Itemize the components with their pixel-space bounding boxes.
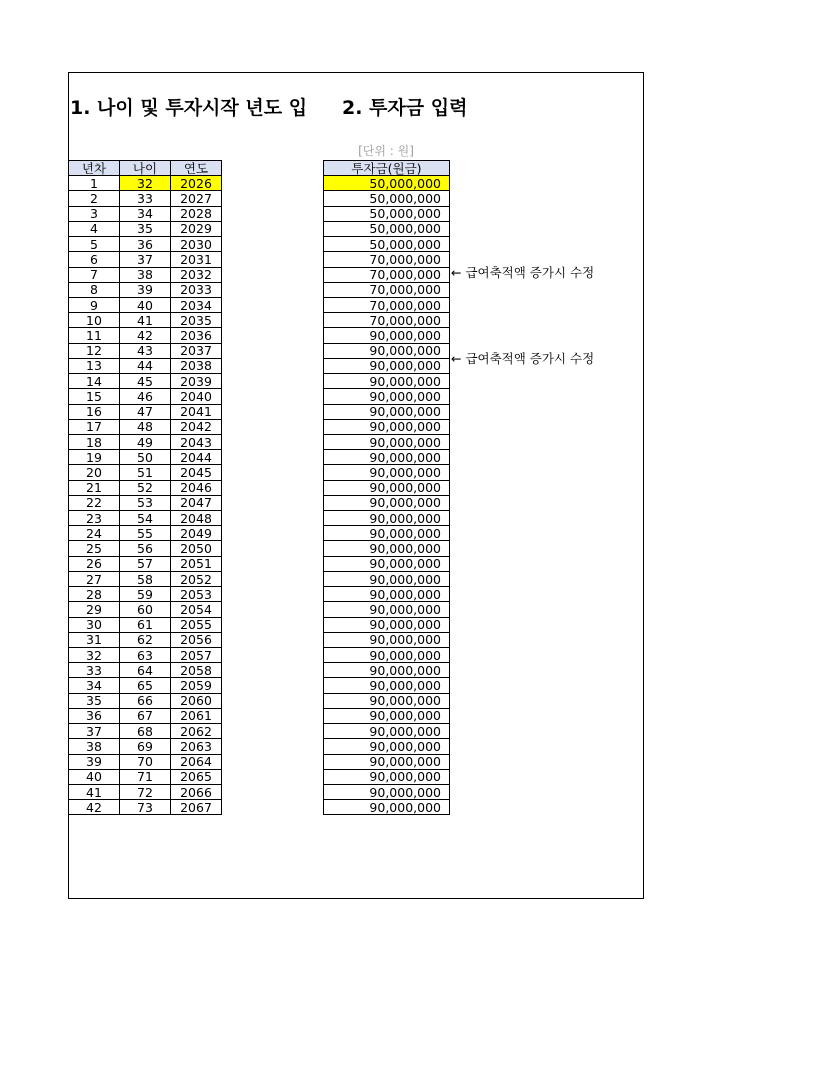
age-cell: 44	[120, 358, 171, 373]
year-count-cell: 36	[69, 708, 120, 723]
table-row	[69, 739, 222, 754]
principal-amount-cell[interactable]: 90,000,000	[324, 708, 450, 723]
table-row	[324, 617, 450, 632]
table-row	[69, 754, 222, 769]
year-count-cell: 14	[69, 374, 120, 389]
year-count-cell: 31	[69, 632, 120, 647]
principal-amount-cell[interactable]: 90,000,000	[324, 587, 450, 602]
table-row	[69, 511, 222, 526]
year-count-cell: 15	[69, 389, 120, 404]
table-row	[69, 374, 222, 389]
table-row	[69, 678, 222, 693]
calendar-year-cell: 2063	[171, 739, 222, 754]
table-row	[324, 571, 450, 586]
principal-amount-cell[interactable]: 90,000,000	[324, 450, 450, 465]
year-count-cell: 7	[69, 267, 120, 282]
table-row	[69, 297, 222, 312]
principal-amount-cell[interactable]: 90,000,000	[324, 328, 450, 343]
table-row	[324, 358, 450, 373]
age-cell: 41	[120, 313, 171, 328]
age-cell: 50	[120, 450, 171, 465]
table-row	[69, 480, 222, 495]
year-count-cell: 23	[69, 511, 120, 526]
calendar-year-cell: 2066	[171, 784, 222, 799]
principal-amount-cell[interactable]: 70,000,000	[324, 282, 450, 297]
calendar-year-cell: 2041	[171, 404, 222, 419]
age-cell: 35	[120, 221, 171, 236]
calendar-year-cell: 2030	[171, 237, 222, 252]
calendar-year-cell: 2050	[171, 541, 222, 556]
table-row	[324, 191, 450, 206]
calendar-year-cell: 2032	[171, 267, 222, 282]
table-row	[324, 237, 450, 252]
age-cell: 69	[120, 739, 171, 754]
table-row	[69, 465, 222, 480]
year-count-cell: 25	[69, 541, 120, 556]
calendar-year-cell: 2049	[171, 526, 222, 541]
header-calendar-year: 연도	[171, 161, 222, 176]
table-row	[324, 221, 450, 236]
table-row	[69, 708, 222, 723]
section-title-investment-input: 2. 투자금 입력	[342, 97, 468, 119]
table-row	[324, 495, 450, 510]
table-row	[69, 526, 222, 541]
year-count-cell: 4	[69, 221, 120, 236]
age-cell: 38	[120, 267, 171, 282]
calendar-year-cell: 2042	[171, 419, 222, 434]
calendar-year-cell: 2056	[171, 632, 222, 647]
table-row	[69, 648, 222, 663]
principal-amount-cell[interactable]: 70,000,000	[324, 297, 450, 312]
table-row	[324, 724, 450, 739]
principal-amount-cell[interactable]: 90,000,000	[324, 724, 450, 739]
principal-amount-cell[interactable]: 90,000,000	[324, 739, 450, 754]
year-count-cell: 5	[69, 237, 120, 252]
principal-amount-cell[interactable]: 70,000,000	[324, 313, 450, 328]
year-count-cell: 8	[69, 282, 120, 297]
principal-amount-cell[interactable]: 90,000,000	[324, 526, 450, 541]
calendar-year-cell: 2065	[171, 769, 222, 784]
table-row	[324, 754, 450, 769]
table-row	[69, 176, 222, 191]
table-row	[324, 328, 450, 343]
calendar-year-cell: 2059	[171, 678, 222, 693]
age-cell: 39	[120, 282, 171, 297]
year-count-cell: 9	[69, 297, 120, 312]
calendar-year-cell: 2047	[171, 495, 222, 510]
year-count-cell: 11	[69, 328, 120, 343]
age-cell: 36	[120, 237, 171, 252]
year-count-cell: 34	[69, 678, 120, 693]
year-count-cell: 40	[69, 769, 120, 784]
year-count-cell: 2	[69, 191, 120, 206]
table-row	[324, 556, 450, 571]
table-row	[324, 176, 450, 191]
calendar-year-cell: 2053	[171, 587, 222, 602]
table-row	[324, 282, 450, 297]
age-cell[interactable]: 32	[120, 176, 171, 191]
principal-amount-cell[interactable]: 90,000,000	[324, 663, 450, 678]
age-cell: 51	[120, 465, 171, 480]
table-row	[324, 343, 450, 358]
table-row	[324, 450, 450, 465]
age-year-table	[68, 160, 222, 815]
calendar-year-cell: 2029	[171, 221, 222, 236]
age-cell: 56	[120, 541, 171, 556]
principal-amount-cell[interactable]: 90,000,000	[324, 495, 450, 510]
age-cell: 72	[120, 784, 171, 799]
age-cell: 48	[120, 419, 171, 434]
table-row	[324, 511, 450, 526]
table-row	[324, 541, 450, 556]
principal-amount-cell[interactable]: 50,000,000	[324, 221, 450, 236]
principal-amount-cell[interactable]: 90,000,000	[324, 648, 450, 663]
table-row	[69, 252, 222, 267]
calendar-year-cell: 2034	[171, 297, 222, 312]
table-row	[69, 267, 222, 282]
year-count-cell: 13	[69, 358, 120, 373]
principal-amount-cell[interactable]: 90,000,000	[324, 556, 450, 571]
principal-amount-cell[interactable]: 90,000,000	[324, 541, 450, 556]
principal-amount-cell[interactable]: 90,000,000	[324, 404, 450, 419]
year-count-cell: 1	[69, 176, 120, 191]
header-year-count: 년차	[69, 161, 120, 176]
calendar-year-cell: 2033	[171, 282, 222, 297]
year-count-cell: 42	[69, 800, 120, 815]
table-row	[69, 617, 222, 632]
year-count-cell: 16	[69, 404, 120, 419]
calendar-year-cell: 2031	[171, 252, 222, 267]
calendar-year-cell: 2060	[171, 693, 222, 708]
age-cell: 59	[120, 587, 171, 602]
age-cell: 64	[120, 663, 171, 678]
table-row	[324, 374, 450, 389]
table-row	[69, 571, 222, 586]
table-row	[69, 495, 222, 510]
table-row	[324, 313, 450, 328]
calendar-year-cell: 2039	[171, 374, 222, 389]
investment-table	[323, 160, 450, 815]
unit-note: [단위 : 원]	[358, 144, 414, 158]
principal-amount-cell[interactable]: 90,000,000	[324, 389, 450, 404]
table-row	[69, 237, 222, 252]
principal-amount-cell[interactable]: 90,000,000	[324, 602, 450, 617]
table-row	[324, 434, 450, 449]
calendar-year-cell: 2040	[171, 389, 222, 404]
year-count-cell: 18	[69, 434, 120, 449]
calendar-year-cell: 2044	[171, 450, 222, 465]
section-title-age-start-year: 1. 나이 및 투자시작 년도 입	[70, 97, 308, 119]
calendar-year-cell: 2037	[171, 343, 222, 358]
calendar-year-cell: 2051	[171, 556, 222, 571]
table-row	[69, 602, 222, 617]
age-cell: 61	[120, 617, 171, 632]
calendar-year-cell: 2061	[171, 708, 222, 723]
calendar-year-cell: 2055	[171, 617, 222, 632]
age-cell: 54	[120, 511, 171, 526]
principal-amount-cell[interactable]: 90,000,000	[324, 571, 450, 586]
table-row	[69, 784, 222, 799]
table-row	[324, 648, 450, 663]
year-count-cell: 10	[69, 313, 120, 328]
age-cell: 68	[120, 724, 171, 739]
year-count-cell: 35	[69, 693, 120, 708]
table-row	[324, 297, 450, 312]
age-cell: 45	[120, 374, 171, 389]
table-row	[69, 450, 222, 465]
table-row	[69, 724, 222, 739]
table-row	[324, 480, 450, 495]
age-cell: 65	[120, 678, 171, 693]
age-cell: 49	[120, 434, 171, 449]
year-count-cell: 33	[69, 663, 120, 678]
age-cell: 58	[120, 571, 171, 586]
age-cell: 52	[120, 480, 171, 495]
calendar-year-cell: 2057	[171, 648, 222, 663]
age-cell: 60	[120, 602, 171, 617]
principal-amount-cell[interactable]: 90,000,000	[324, 693, 450, 708]
age-cell: 33	[120, 191, 171, 206]
age-cell: 40	[120, 297, 171, 312]
calendar-year-cell: 2052	[171, 571, 222, 586]
table-row	[69, 693, 222, 708]
table-row	[69, 663, 222, 678]
age-cell: 55	[120, 526, 171, 541]
table-row	[324, 678, 450, 693]
age-cell: 66	[120, 693, 171, 708]
principal-amount-cell[interactable]: 90,000,000	[324, 480, 450, 495]
principal-amount-cell[interactable]: 90,000,000	[324, 800, 450, 815]
age-cell: 57	[120, 556, 171, 571]
calendar-year-cell: 2058	[171, 663, 222, 678]
table-row	[69, 221, 222, 236]
calendar-year-cell: 2062	[171, 724, 222, 739]
year-count-cell: 37	[69, 724, 120, 739]
principal-amount-cell[interactable]: 90,000,000	[324, 358, 450, 373]
table-row	[324, 663, 450, 678]
principal-amount-cell[interactable]: 70,000,000	[324, 267, 450, 282]
table-row	[324, 419, 450, 434]
table-row	[324, 693, 450, 708]
principal-amount-cell[interactable]: 50,000,000	[324, 206, 450, 221]
table-row	[324, 739, 450, 754]
table-row	[324, 526, 450, 541]
table-row	[69, 769, 222, 784]
table-row	[324, 389, 450, 404]
table-row	[69, 282, 222, 297]
table-row	[324, 404, 450, 419]
year-count-cell: 38	[69, 739, 120, 754]
calendar-year-cell: 2038	[171, 358, 222, 373]
calendar-year-cell: 2045	[171, 465, 222, 480]
header-principal: 투자금(원금)	[324, 161, 450, 176]
principal-amount-cell[interactable]: 50,000,000	[324, 191, 450, 206]
age-cell: 43	[120, 343, 171, 358]
year-count-cell: 27	[69, 571, 120, 586]
year-count-cell: 3	[69, 206, 120, 221]
age-cell: 42	[120, 328, 171, 343]
calendar-year-cell: 2036	[171, 328, 222, 343]
increase-note: ← 급여축적액 증가시 수정	[451, 351, 595, 366]
table-row	[69, 404, 222, 419]
table-row	[324, 769, 450, 784]
calendar-year-cell: 2035	[171, 313, 222, 328]
table-row	[324, 708, 450, 723]
year-count-cell: 21	[69, 480, 120, 495]
header-age: 나이	[120, 161, 171, 176]
principal-amount-cell[interactable]: 90,000,000	[324, 784, 450, 799]
principal-amount-cell[interactable]: 90,000,000	[324, 434, 450, 449]
increase-note: ← 급여축적액 증가시 수정	[451, 265, 595, 280]
calendar-year-cell: 2043	[171, 434, 222, 449]
table-header-row	[69, 161, 222, 176]
calendar-year-cell: 2027	[171, 191, 222, 206]
table-row	[324, 267, 450, 282]
year-count-cell: 41	[69, 784, 120, 799]
year-count-cell: 22	[69, 495, 120, 510]
age-cell: 37	[120, 252, 171, 267]
table-row	[324, 800, 450, 815]
table-row	[69, 343, 222, 358]
table-row	[324, 587, 450, 602]
principal-amount-cell[interactable]: 90,000,000	[324, 465, 450, 480]
year-count-cell: 29	[69, 602, 120, 617]
year-count-cell: 17	[69, 419, 120, 434]
principal-amount-cell[interactable]: 90,000,000	[324, 617, 450, 632]
year-count-cell: 24	[69, 526, 120, 541]
table-row	[69, 541, 222, 556]
table-row	[69, 191, 222, 206]
table-row	[69, 313, 222, 328]
table-row	[69, 328, 222, 343]
year-count-cell: 20	[69, 465, 120, 480]
principal-amount-cell[interactable]: 50,000,000	[324, 176, 450, 191]
principal-amount-cell[interactable]: 90,000,000	[324, 632, 450, 647]
principal-amount-cell[interactable]: 90,000,000	[324, 754, 450, 769]
table-row	[69, 419, 222, 434]
table-row	[324, 784, 450, 799]
principal-amount-cell[interactable]: 90,000,000	[324, 678, 450, 693]
year-count-cell: 19	[69, 450, 120, 465]
age-cell: 47	[120, 404, 171, 419]
principal-amount-cell[interactable]: 50,000,000	[324, 237, 450, 252]
principal-amount-cell[interactable]: 90,000,000	[324, 343, 450, 358]
age-cell: 71	[120, 769, 171, 784]
age-cell: 70	[120, 754, 171, 769]
age-cell: 63	[120, 648, 171, 663]
principal-amount-cell[interactable]: 70,000,000	[324, 252, 450, 267]
year-count-cell: 30	[69, 617, 120, 632]
principal-amount-cell[interactable]: 90,000,000	[324, 374, 450, 389]
table-row	[69, 800, 222, 815]
table-header-row	[324, 161, 450, 176]
calendar-year-cell: 2046	[171, 480, 222, 495]
table-row	[69, 358, 222, 373]
calendar-year-cell: 2048	[171, 511, 222, 526]
age-cell: 46	[120, 389, 171, 404]
table-row	[324, 632, 450, 647]
table-row	[324, 252, 450, 267]
calendar-year-cell: 2054	[171, 602, 222, 617]
age-cell: 67	[120, 708, 171, 723]
year-count-cell: 39	[69, 754, 120, 769]
table-row	[324, 206, 450, 221]
principal-amount-cell[interactable]: 90,000,000	[324, 419, 450, 434]
year-count-cell: 12	[69, 343, 120, 358]
table-row	[69, 434, 222, 449]
year-count-cell: 32	[69, 648, 120, 663]
year-count-cell: 26	[69, 556, 120, 571]
age-cell: 53	[120, 495, 171, 510]
age-cell: 34	[120, 206, 171, 221]
calendar-year-cell: 2028	[171, 206, 222, 221]
table-row	[69, 587, 222, 602]
calendar-year-cell: 2067	[171, 800, 222, 815]
table-row	[69, 206, 222, 221]
table-row	[69, 389, 222, 404]
table-row	[324, 465, 450, 480]
age-cell: 73	[120, 800, 171, 815]
principal-amount-cell[interactable]: 90,000,000	[324, 769, 450, 784]
age-cell: 62	[120, 632, 171, 647]
calendar-year-cell: 2064	[171, 754, 222, 769]
table-row	[324, 602, 450, 617]
calendar-year-cell[interactable]: 2026	[171, 176, 222, 191]
table-row	[69, 556, 222, 571]
year-count-cell: 28	[69, 587, 120, 602]
principal-amount-cell[interactable]: 90,000,000	[324, 511, 450, 526]
table-row	[69, 632, 222, 647]
year-count-cell: 6	[69, 252, 120, 267]
